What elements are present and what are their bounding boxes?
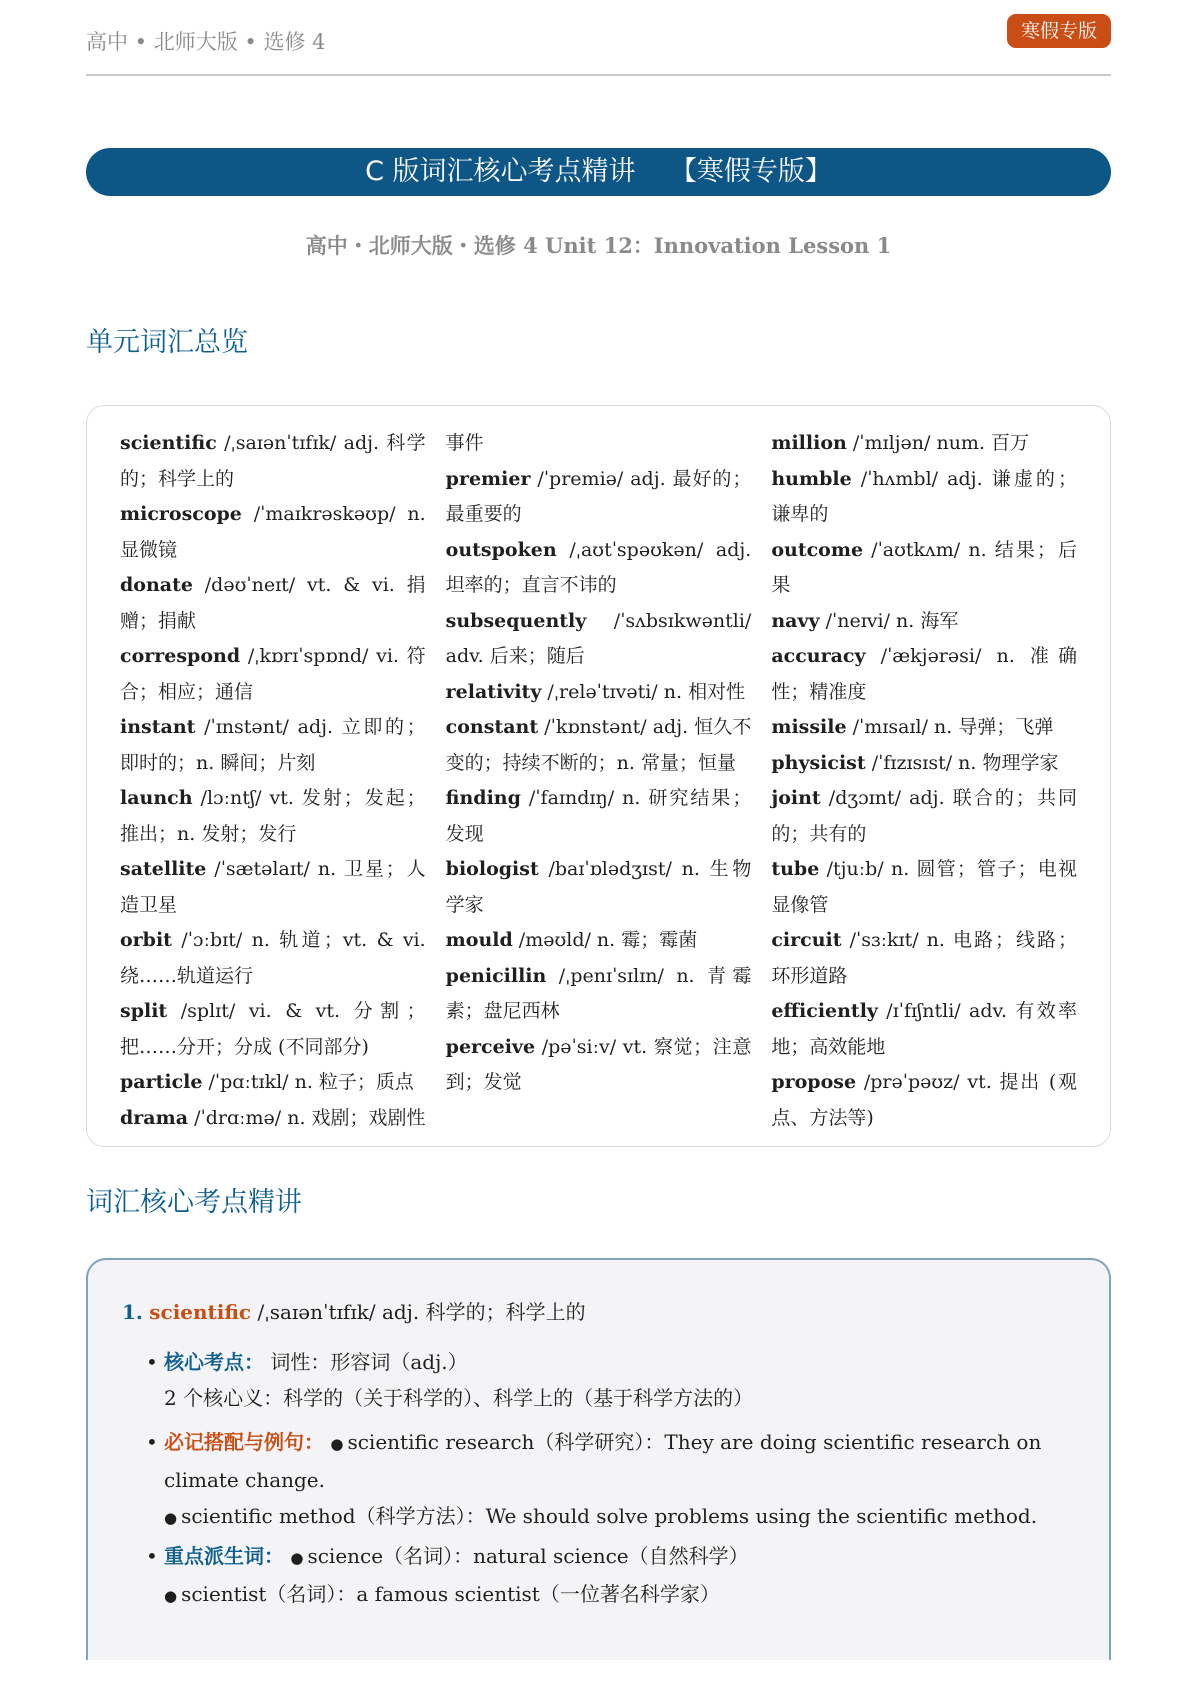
vocab-word: penicillin [445,964,547,987]
vocab-definition: /baɪˈɒlədʒɪst/ n. 生物学家 [445,858,752,916]
vocab-definition: /prəˈpəʊz/ vt. 提出 (观点、方法等) [771,1071,1078,1129]
vocab-word: outcome [771,538,864,561]
vocab-entry [446,923,752,959]
vocab-entry [446,852,752,923]
vocab-word: efficiently [771,1000,878,1022]
header-left: 高中 • 北师大版 • 选修 4 [86,30,326,54]
detail-item-derivatives [146,1538,1075,1614]
vocab-entry [771,923,1077,994]
title-bar: C 版词汇核心考点精讲 【寒假专版】 [86,148,1111,196]
entry-number: 1. [122,1300,143,1324]
vocab-entry [120,568,426,639]
vocab-word: donate [120,574,193,596]
entry-definition: /ˌsaɪənˈtɪfɪk/ adj. 科学的；科学上的 [251,1300,586,1324]
vocab-entry [771,746,1077,782]
item-text-line2: scientist（名词）：a famous scientist（一位著名科学家） [181,1582,720,1606]
item-label: 核心考点： [164,1350,264,1374]
vocab-definition: /ˈmaɪkrəskəʊp/ n. 显微镜 [120,503,426,561]
item-label: 必记搭配与例句： [164,1430,324,1454]
item-text-line2: 2 个核心义：科学的（关于科学的）、科学上的（基于科学方法的） [164,1386,754,1410]
vocab-definition: /ˈsætəlaɪt/ n. 卫星；人造卫星 [120,858,426,916]
vocab-entry [446,462,752,533]
vocab-word: relativity [445,680,542,703]
vocab-word: drama [120,1106,189,1129]
vocab-column-1 [120,426,426,1136]
vocab-definition: /ˌkɒrɪˈspɒnd/ vi. 符合；相应；通信 [120,645,426,703]
vocab-definition: /ˈfɪzɪsɪst/ n. 物理学家 [865,751,1059,774]
vocab-definition: /pəˈsiːv/ vt. 察觉；注意到；发觉 [445,1035,752,1093]
vocab-definition: /ˈmɪljən/ num. 百万 [846,432,1030,454]
edition-badge: 寒假专版 [1007,14,1111,48]
vocab-entry [120,852,426,923]
vocab-word: biologist [445,858,539,880]
detail-box [86,1258,1111,1660]
vocab-word: constant [445,716,539,738]
vocab-word: launch [120,787,193,809]
vocab-definition: /ˈsɜːkɪt/ n. 电路；线路；环形道路 [771,929,1078,987]
vocab-column-2 [446,426,752,1136]
vocab-definition: /lɔːntʃ/ vt. 发射；发起；推出；n. 发射；发行 [120,787,426,845]
vocab-definition: /ˌpenɪˈsɪlɪn/ n. 青霉素；盘尼西林 [445,964,752,1022]
vocab-word: propose [771,1071,857,1093]
vocab-definition: /ˈhʌmbl/ adj. 谦虚的；谦卑的 [771,467,1078,525]
vocab-entry [771,710,1077,746]
vocab-word: outspoken [445,538,557,561]
vocab-definition: /ˈkɒnstənt/ adj. 恒久不变的；持续不断的；n. 常量；恒量 [445,716,752,774]
vocab-entry [446,604,752,675]
vocab-entry [771,533,1077,604]
bullet-icon: • [146,1430,158,1454]
vocab-definition: /ˈmɪsaɪl/ n. 导弹；飞弹 [846,716,1054,738]
vocab-word: microscope [120,503,242,525]
vocab-entry [771,462,1077,533]
item-text: scientific research（科学研究）：They are doing scientific research on climate change. [164,1430,1042,1492]
vocab-entry [120,994,426,1065]
vocab-entry [120,710,426,781]
vocab-definition: /ˌsaɪənˈtɪfɪk/ adj. 科学的；科学上的 [120,432,426,490]
vocab-word: subsequently [445,609,587,632]
vocab-entry [771,604,1077,640]
vocab-word: mould [445,929,513,951]
vocab-definition: /ˈneɪvi/ n. 海军 [819,609,959,632]
vocab-definition: /ˌaʊtˈspəʊkən/ adj. 坦率的；直言不讳的 [445,538,752,596]
vocab-word: navy [771,609,820,632]
vocab-entry [120,497,426,568]
vocab-entry [120,1065,426,1101]
vocab-definition: /ˈsʌbsɪkwəntli/ adv. 后来；随后 [445,609,752,667]
vocab-grid [120,426,1077,1136]
vocab-continuation: 事件 [445,432,484,454]
vocab-definition: /dʒɔɪnt/ adj. 联合的；共同的；共有的 [771,787,1078,845]
vocab-entry [446,781,752,852]
vocab-word: joint [771,787,821,809]
vocab-entry [446,533,752,604]
item-text: 词性：形容词（adj.） [270,1350,468,1374]
section-heading-overview: 单元词汇总览 [86,327,248,358]
vocab-word: physicist [771,751,866,774]
vocab-word: premier [445,467,531,490]
dot-icon: ● [164,1509,178,1527]
entry-word: scientific [149,1300,252,1324]
vocab-word: tube [771,858,820,880]
vocab-word: finding [445,787,521,809]
vocab-word: humble [771,467,852,490]
detail-entry-title [122,1296,586,1325]
vocab-word: correspond [120,645,241,667]
vocab-definition: /ˈpremiə/ adj. 最好的；最重要的 [445,467,752,525]
vocab-entry [120,923,426,994]
vocab-entry [120,1101,426,1137]
bullet-icon: • [146,1350,158,1374]
vocab-column-3 [771,426,1077,1136]
vocab-definition: /tjuːb/ n. 圆管；管子；电视显像管 [771,858,1078,916]
vocab-entry [120,426,426,497]
vocab-entry [120,639,426,710]
vocab-word: circuit [771,929,842,951]
vocab-entry [771,994,1077,1065]
vocab-entry [771,639,1077,710]
header-divider [86,74,1111,76]
vocab-definition: /dəʊˈneɪt/ vt. & vi. 捐赠；捐献 [120,574,426,632]
vocab-entry [771,426,1077,462]
vocab-entry [446,710,752,781]
vocab-entry [446,675,752,711]
vocab-definition: /ˈɪnstənt/ adj. 立即的；即时的；n. 瞬间；片刻 [120,716,426,774]
dot-icon: ● [330,1435,344,1453]
bullet-icon: • [146,1544,158,1568]
dot-icon: ● [290,1549,304,1567]
vocab-entry [446,959,752,1030]
section-heading-core: 词汇核心考点精讲 [86,1187,302,1218]
vocab-word: split [120,1000,168,1022]
vocab-definition: /ˈækjərəsi/ n. 准确性；精准度 [771,645,1078,703]
vocab-word: particle [120,1071,203,1093]
item-text-line2: scientific method（科学方法）：We should solve problems using the scientific method. [181,1504,1038,1528]
vocab-word: missile [771,716,847,738]
vocab-word: scientific [120,432,217,454]
dot-icon: ● [164,1587,178,1605]
item-label: 重点派生词： [164,1544,284,1568]
vocab-definition: /ˈdrɑːmə/ n. 戏剧；戏剧性 [188,1106,426,1129]
vocab-definition: /ˈaʊtkʌm/ n. 结果；后果 [771,538,1078,596]
vocab-definition: /ˌreləˈtɪvəti/ n. 相对性 [541,680,746,703]
vocab-box [86,405,1111,1147]
vocab-definition: /ˈfaɪndɪŋ/ n. 研究结果；发现 [445,787,752,845]
vocab-definition: /məʊld/ n. 霉；霉菌 [512,929,698,951]
vocab-definition: /ˈpɑːtɪkl/ n. 粒子；质点 [202,1071,414,1093]
vocab-entry [771,1065,1077,1136]
vocab-word: million [771,432,847,454]
detail-item-collocations [146,1424,1075,1536]
detail-item-core [146,1344,1075,1416]
vocab-definition: /splɪt/ vi. & vt. 分割；把……分开；分成 (不同部分) [120,1000,426,1058]
vocab-word: accuracy [771,645,866,667]
vocab-entry [771,852,1077,923]
vocab-entry [771,781,1077,852]
vocab-word: perceive [445,1035,536,1058]
vocab-word: orbit [120,929,172,951]
vocab-word: instant [120,716,196,738]
vocab-definition: /ɪˈfɪʃntli/ adv. 有效率地；高效能地 [771,1000,1078,1058]
vocab-definition: /ˈɔːbɪt/ n. 轨道；vt. & vi. 绕……轨道运行 [120,929,426,987]
vocab-entry [446,1030,752,1101]
vocab-word: satellite [120,858,207,880]
page-subtitle: 高中・北师大版・选修 4 Unit 12：Innovation Lesson 1 [305,233,892,258]
vocab-entry [120,781,426,852]
item-text: science（名词）：natural science（自然科学） [307,1544,749,1568]
